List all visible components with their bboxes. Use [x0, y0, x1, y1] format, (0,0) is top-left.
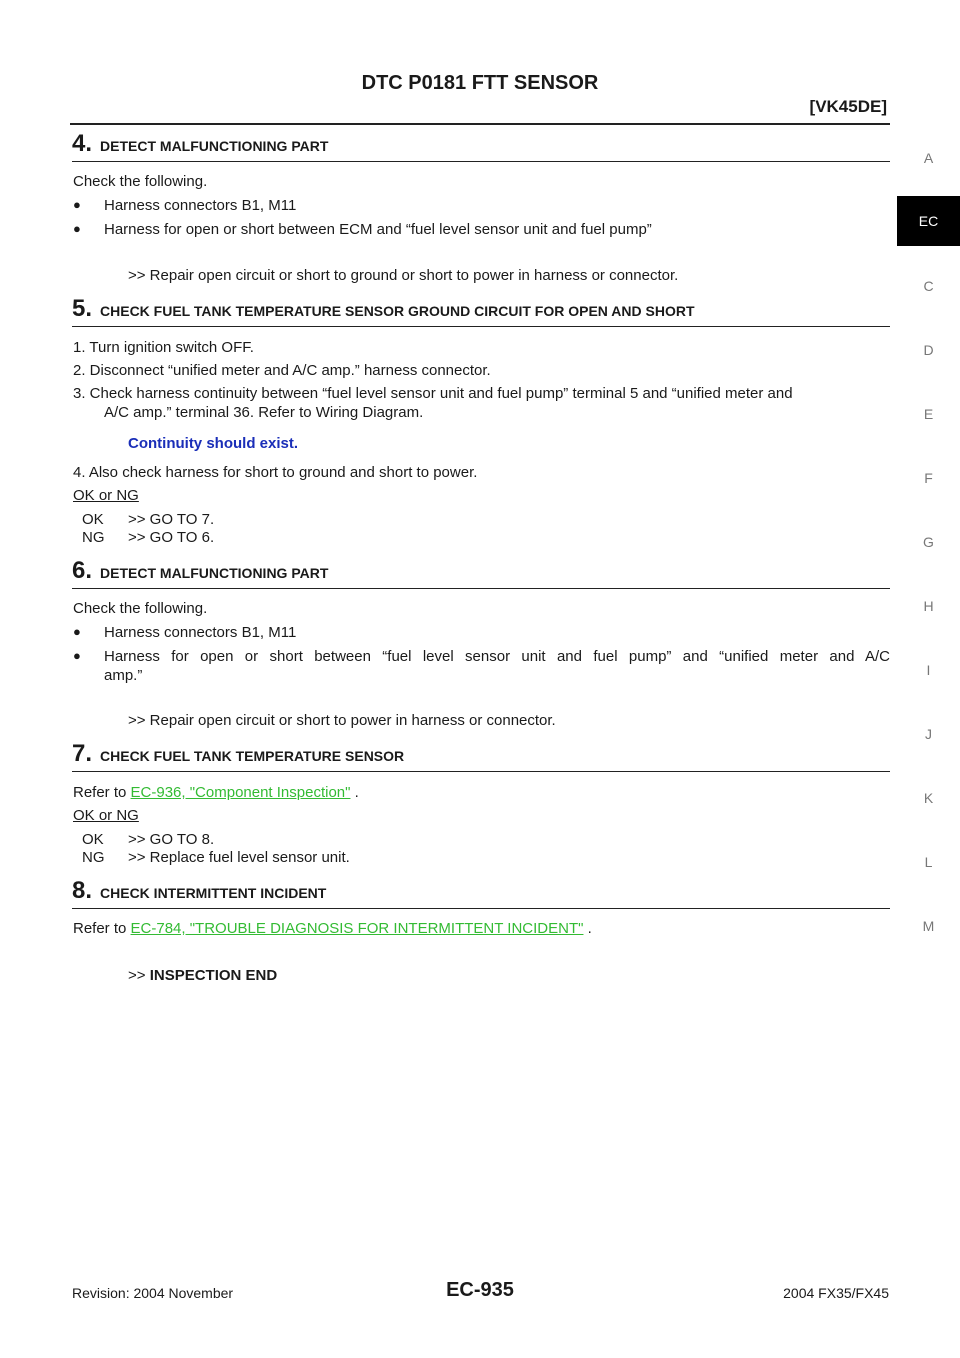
section-4-intro: Check the following.	[73, 173, 208, 190]
section-5-step-4: 4. Also check harness for short to ground and short to power.	[73, 464, 478, 481]
section-8-refer-prefix: Refer to	[73, 920, 131, 937]
bullet-icon: ●	[73, 221, 81, 236]
section-7-refer-suffix: .	[350, 784, 359, 801]
side-tab-h[interactable]: H	[923, 598, 934, 614]
side-tab-l[interactable]: L	[924, 854, 933, 870]
section-7-title: CHECK FUEL TANK TEMPERATURE SENSOR	[100, 748, 405, 764]
side-tab-g[interactable]: G	[923, 534, 934, 550]
section-6-number: 6.	[72, 557, 93, 584]
section-5-ng-value: >> GO TO 6.	[128, 529, 215, 546]
bullet-icon: ●	[73, 624, 81, 639]
intermittent-incident-link[interactable]: EC-784, "TROUBLE DIAGNOSIS FOR INTERMITTENT INCIDENT"	[130, 920, 584, 937]
section-5-spec: Continuity should exist.	[128, 435, 299, 452]
section-5-step-1: 1. Turn ignition switch OFF.	[73, 339, 254, 356]
side-tab-a[interactable]: A	[923, 150, 934, 166]
section-7-refer-prefix: Refer to	[73, 784, 131, 801]
section-8-result-label: INSPECTION END	[149, 967, 278, 984]
section-6-title: DETECT MALFUNCTIONING PART	[100, 565, 329, 581]
section-5-ok-key: OK	[82, 511, 104, 528]
section-8-result-prefix: >>	[128, 967, 150, 984]
section-6-heading	[72, 557, 890, 589]
section-4-number: 4.	[72, 130, 93, 157]
section-5-title: CHECK FUEL TANK TEMPERATURE SENSOR GROUND CIRCUIT FOR OPEN AND SHORT	[100, 303, 695, 319]
side-tab-j[interactable]: J	[925, 726, 932, 742]
section-4-title: DETECT MALFUNCTIONING PART	[100, 138, 329, 154]
section-6-bullet-2: Harness for open or short between “fuel level sensor unit and fuel pump” and “unified meter and A/C	[104, 648, 890, 665]
section-5-ng-key: NG	[82, 529, 105, 546]
section-6-result: >> Repair open circuit or short to power in harness or connector.	[128, 712, 556, 729]
side-tab-e[interactable]: E	[923, 406, 934, 422]
side-tab-d[interactable]: D	[923, 342, 934, 358]
section-5-step-3: 3. Check harness continuity between “fuel level sensor unit and fuel pump” terminal 5 and “unified meter and	[73, 385, 793, 402]
side-tab-m[interactable]: M	[922, 918, 935, 934]
section-8-title: CHECK INTERMITTENT INCIDENT	[100, 885, 327, 901]
side-tab-i[interactable]: I	[926, 662, 931, 678]
header-rule	[70, 123, 890, 125]
page-title: DTC P0181 FTT SENSOR	[361, 72, 599, 94]
section-5-step-2: 2. Disconnect “unified meter and A/C amp.” harness connector.	[73, 362, 491, 379]
footer-page-number: EC-935	[446, 1279, 514, 1301]
section-7-okng: OK or NG	[73, 807, 139, 824]
section-8-refer-suffix: .	[583, 920, 592, 937]
section-8-number: 8.	[72, 877, 93, 904]
section-7-heading	[72, 740, 890, 772]
section-5-number: 5.	[72, 295, 93, 322]
section-7-ng-key: NG	[82, 849, 105, 866]
section-5-okng: OK or NG	[73, 487, 139, 504]
side-tab-ec[interactable]: EC	[897, 196, 960, 246]
section-5-heading	[72, 295, 890, 327]
section-8-heading	[72, 877, 890, 909]
section-4-bullet-1: Harness connectors B1, M11	[104, 197, 297, 214]
side-tab-f[interactable]: F	[924, 470, 933, 486]
engine-model: [VK45DE]	[809, 97, 887, 116]
section-6-bullet-2-cont: amp.”	[104, 667, 143, 684]
section-5-step-3-cont: A/C amp.” terminal 36. Refer to Wiring Diagram.	[104, 404, 424, 421]
section-4-bullet-2: Harness for open or short between ECM and “fuel level sensor unit and fuel pump”	[104, 221, 652, 238]
section-5-ok-value: >> GO TO 7.	[128, 511, 215, 528]
side-tab-k[interactable]: K	[923, 790, 934, 806]
section-8-refer	[73, 919, 592, 938]
section-4-result: >> Repair open circuit or short to ground or short to power in harness or connector.	[128, 267, 679, 284]
footer-revision: Revision: 2004 November	[72, 1285, 234, 1301]
section-7-refer	[73, 783, 359, 802]
section-8-result	[128, 966, 277, 985]
section-7-ok-key: OK	[82, 831, 104, 848]
section-6-intro: Check the following.	[73, 600, 208, 617]
bullet-icon: ●	[73, 648, 81, 663]
section-7-ok-value: >> GO TO 8.	[128, 831, 215, 848]
section-7-number: 7.	[72, 740, 93, 767]
section-4-heading	[72, 130, 890, 162]
component-inspection-link[interactable]: EC-936, "Component Inspection"	[130, 784, 351, 801]
footer-model: 2004 FX35/FX45	[783, 1285, 889, 1301]
side-tab-c[interactable]: C	[923, 278, 934, 294]
bullet-icon: ●	[73, 197, 81, 212]
section-6-bullet-1: Harness connectors B1, M11	[104, 624, 297, 641]
section-7-ng-value: >> Replace fuel level sensor unit.	[128, 849, 350, 866]
